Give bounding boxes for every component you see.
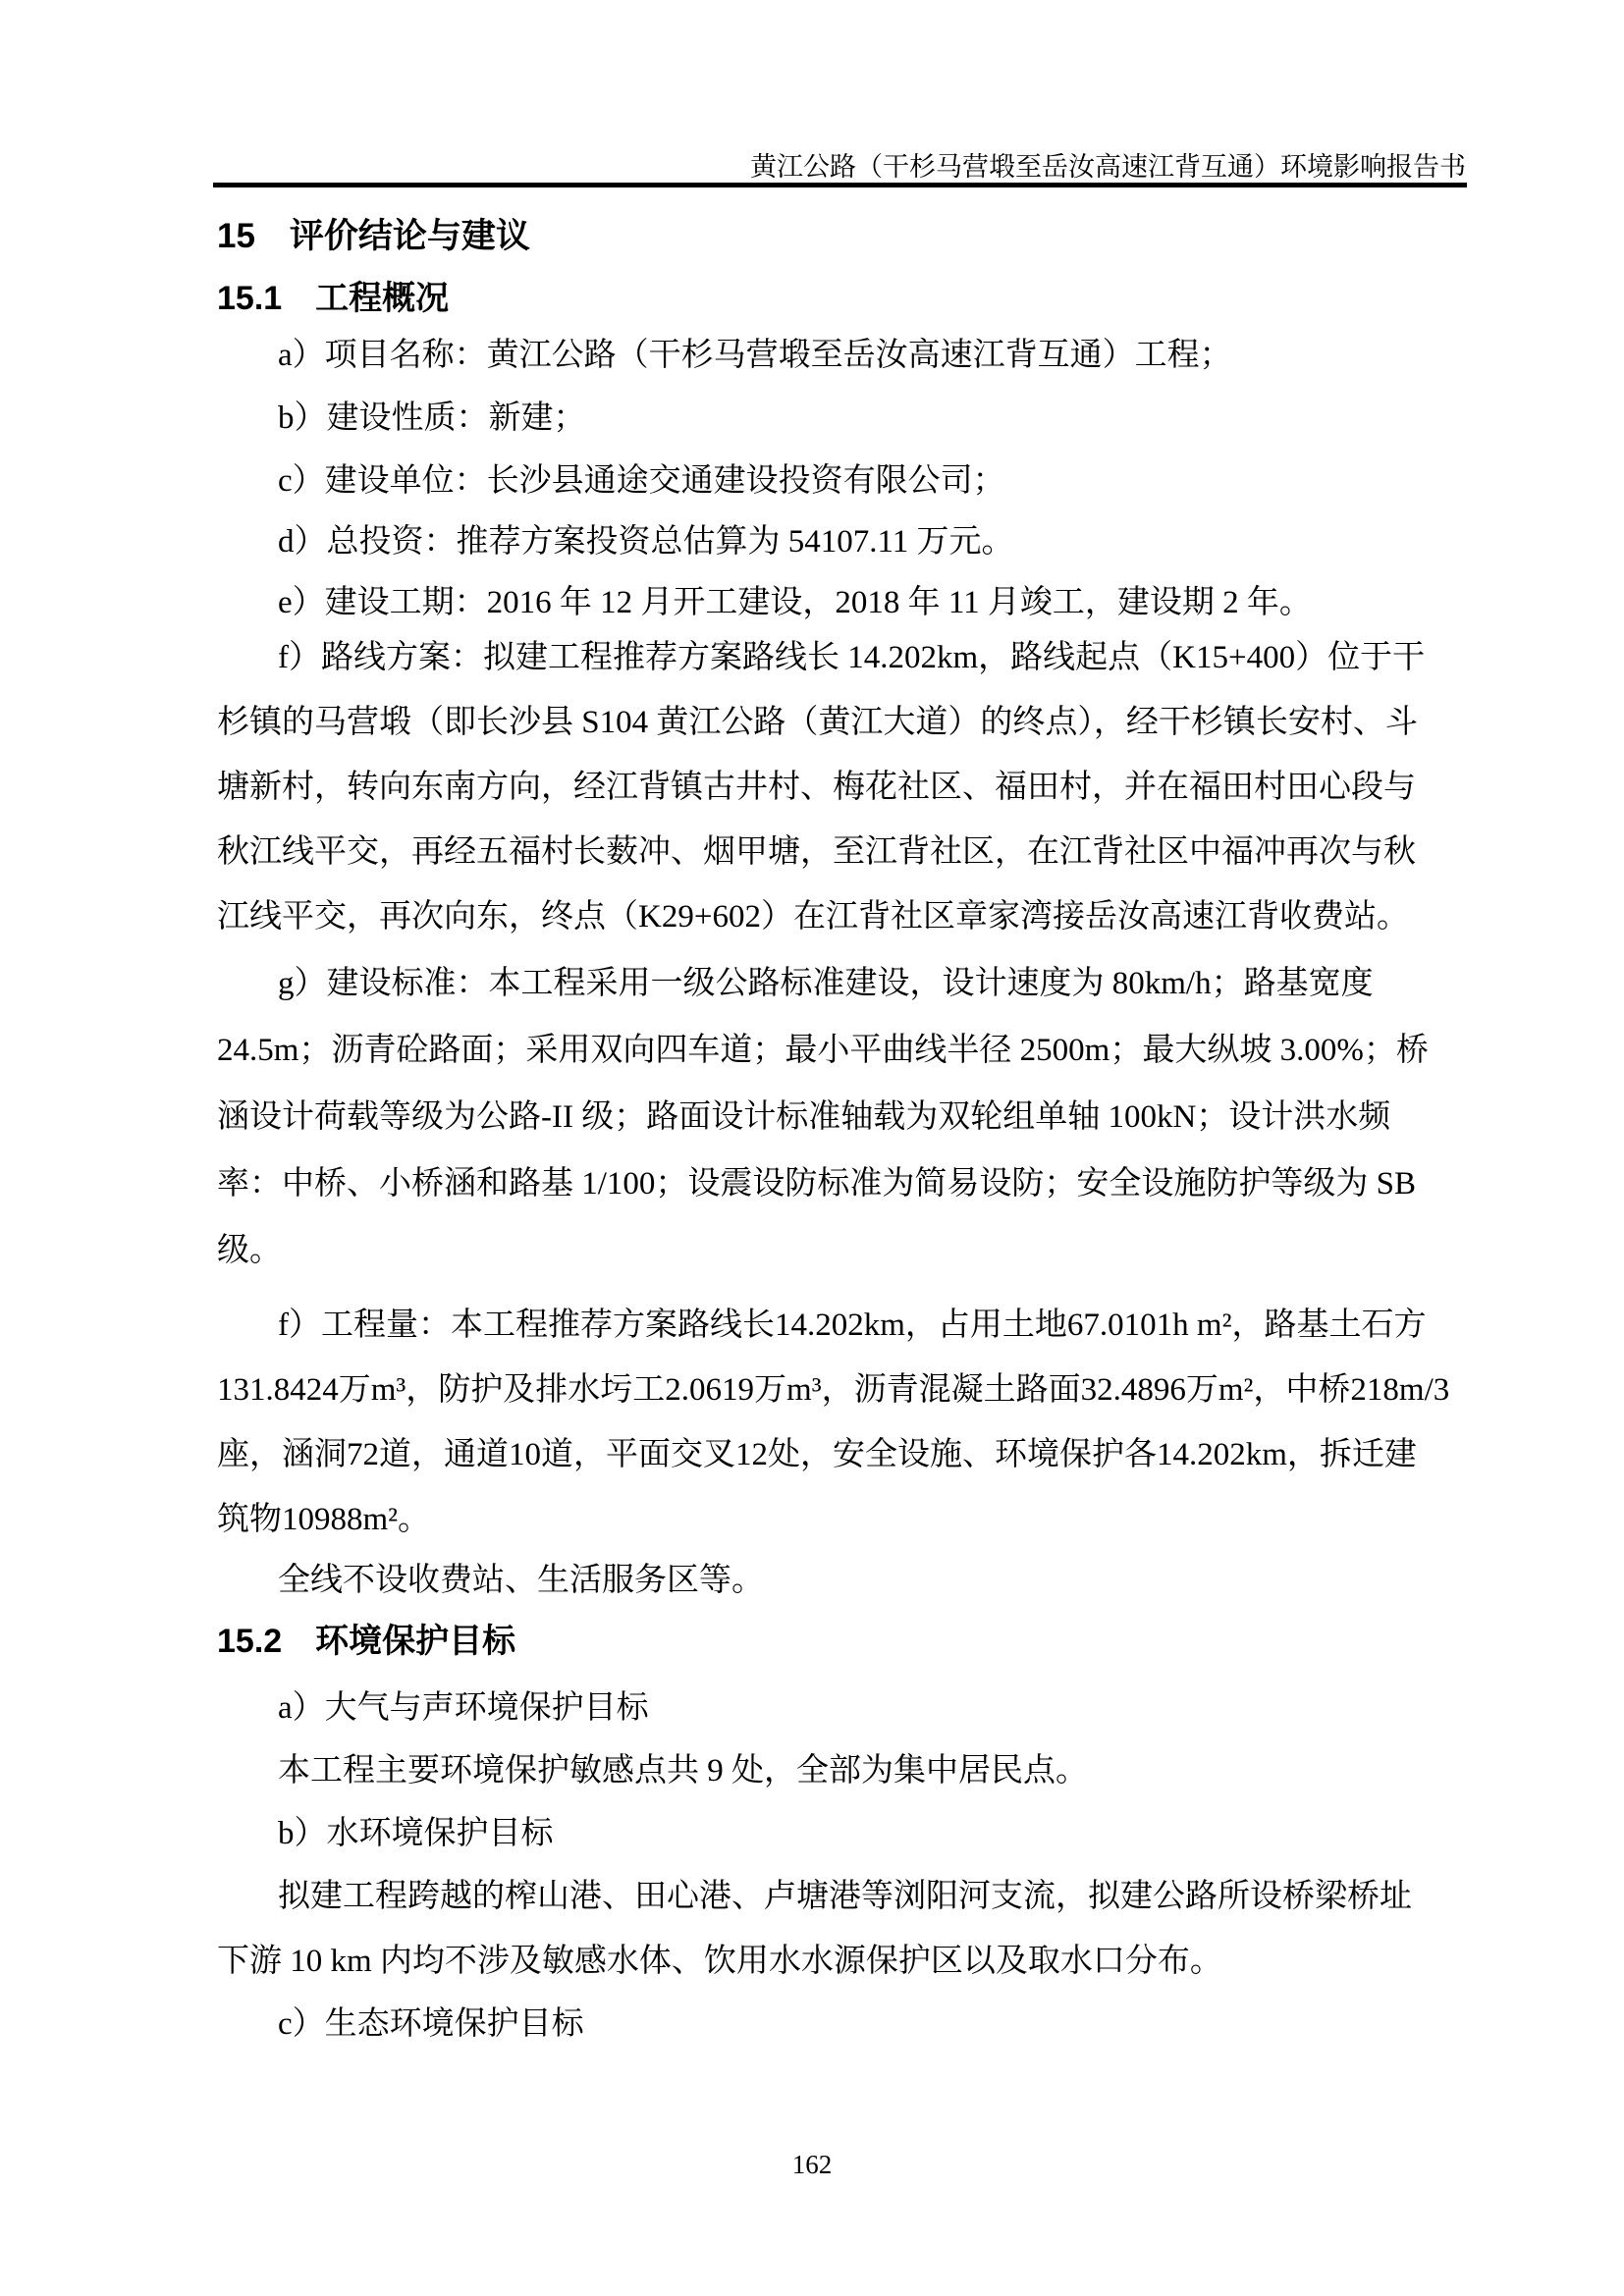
section-heading-15-1: 15.1 工程概况 <box>217 280 450 317</box>
quantity-paragraph-line: 筑物10988m²。 <box>217 1502 431 1537</box>
air-noise-paragraph-line: 本工程主要环境保护敏感点共 9 处，全部为集中居民点。 <box>278 1753 1088 1789</box>
route-paragraph-line: 杉镇的马营塅（即长沙县 S104 黄江公路（黄江大道）的终点），经干杉镇长安村、斗 <box>217 705 1418 740</box>
header-rule <box>213 183 1467 187</box>
water-paragraph-line: 下游 10 km 内均不涉及敏感水体、饮用水水源保护区以及取水口分布。 <box>217 1944 1222 1979</box>
route-paragraph-line: f）路线方案：拟建工程推荐方案路线长 14.202km，路线起点（K15+400）位于干 <box>278 640 1426 675</box>
running-header-title: 黄江公路（干杉马营塅至岳汝高速江背互通）环境影响报告书 <box>750 152 1466 182</box>
item-construction-nature: b）建设性质：新建； <box>278 400 586 436</box>
standard-paragraph-line: 率：中桥、小桥涵和路基 1/100；设震设防标准为简易设防；安全设施防护等级为 SB <box>217 1166 1417 1201</box>
page-number: 162 <box>791 2150 833 2179</box>
route-paragraph-line: 江线平交，再次向东，终点（K29+602）在江背社区章家湾接岳汝高速江背收费站。 <box>217 899 1409 934</box>
quantity-paragraph-line: 座，涵洞72道，通道10道，平面交叉12处，安全设施、环境保护各14.202km，拆迁建 <box>217 1437 1417 1472</box>
standard-paragraph-line: g）建设标准：本工程采用一级公路标准建设，设计速度为 80km/h；路基宽度 <box>278 966 1374 1001</box>
standard-paragraph-line: 级。 <box>217 1233 282 1268</box>
toll-note-line: 全线不设收费站、生活服务区等。 <box>278 1563 764 1598</box>
quantity-paragraph-line: 131.8424万m³，防护及排水圬工2.0619万m³，沥青混凝土路面32.4896万m²，中桥218m/3 <box>217 1372 1450 1408</box>
standard-paragraph-line: 涵设计荷载等级为公路-II 级；路面设计标准轴载为双轮组单轴 100kN；设计洪水频 <box>217 1099 1391 1135</box>
route-paragraph-line: 秋江线平交，再经五福村长薮冲、烟甲塘，至江背社区，在江背社区中福冲再次与秋 <box>217 834 1416 870</box>
item-construction-period: e）建设工期：2016 年 12 月开工建设，2018 年 11 月竣工，建设期 2 年。 <box>278 585 1312 620</box>
water-paragraph-line: 拟建工程跨越的榨山港、田心港、卢塘港等浏阳河支流，拟建公路所设桥梁桥址 <box>278 1879 1412 1914</box>
item-air-noise-target: a）大气与声环境保护目标 <box>278 1690 649 1726</box>
item-water-target: b）水环境保护目标 <box>278 1816 554 1851</box>
route-paragraph-line: 塘新村，转向东南方向，经江背镇古井村、梅花社区、福田村，并在福田村田心段与 <box>217 770 1416 805</box>
quantity-paragraph-line: f）工程量：本工程推荐方案路线长14.202km，占用土地67.0101h m²，路基土石方 <box>278 1308 1427 1343</box>
standard-paragraph-line: 24.5m；沥青砼路面；采用双向四车道；最小平曲线半径 2500m；最大纵坡 3.00%；桥 <box>217 1033 1429 1068</box>
item-construction-unit: c）建设单位：长沙县通途交通建设投资有限公司； <box>278 463 1005 499</box>
item-total-investment: d）总投资：推荐方案投资总估算为 54107.11 万元。 <box>278 524 1014 560</box>
section-heading-15-2: 15.2 环境保护目标 <box>217 1623 516 1660</box>
item-ecology-target: c）生态环境保护目标 <box>278 2006 584 2042</box>
chapter-heading: 15 评价结论与建议 <box>217 217 530 255</box>
item-project-name: a）项目名称：黄江公路（干杉马营塅至岳汝高速江背互通）工程； <box>278 338 1232 373</box>
